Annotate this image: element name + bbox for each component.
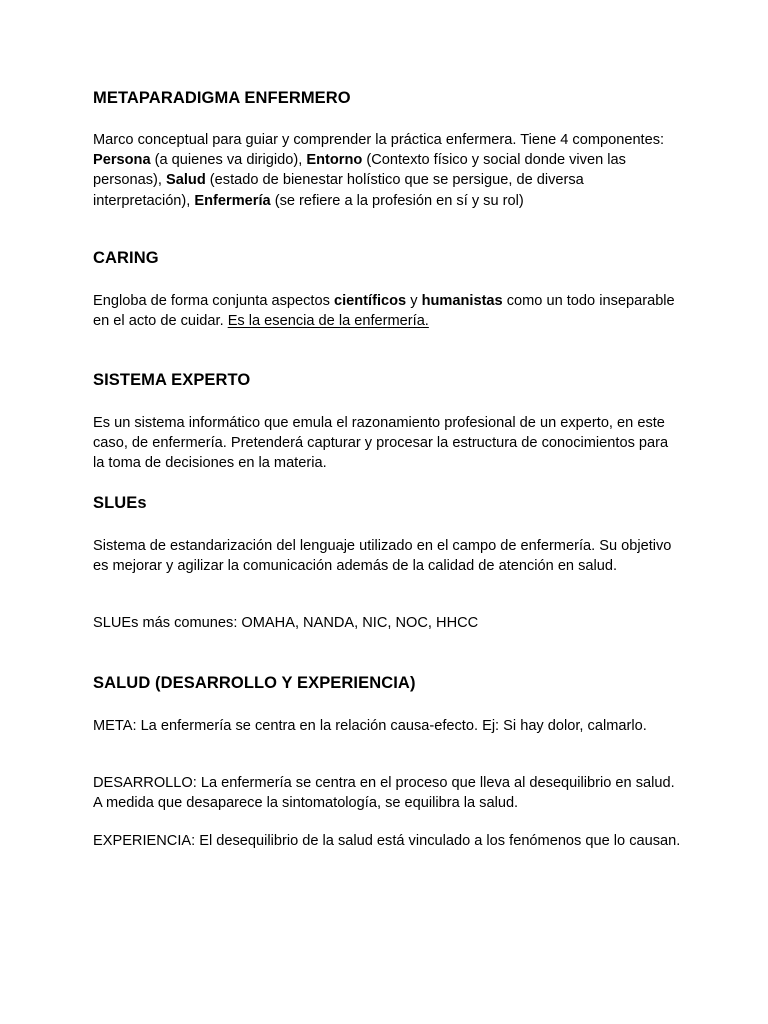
section-paragraph: Sistema de estandarización del lenguaje utilizado en el campo de enfermería. Su objetivo es mejorar y agilizar la comunicación además de la calidad de atención en salud. [93,538,672,575]
section-paragraph: META: La enfermería se centra en la relación causa-efecto. Ej: Si hay dolor, calmarlo. [93,718,647,734]
underlined-emphasis: Es la esencia de la enfermería. [227,313,429,330]
section-paragraph: Es un sistema informático que emula el razonamiento profesional de un experto, en este caso, de enfermería. Pretenderá capturar y procesar la estructura de conocimientos para la toma de decisiones en la materia. [93,415,669,472]
section-heading-metaparadigma: METAPARADIGMA ENFERMERO [93,89,351,107]
section-paragraph: SLUEs más comunes: OMAHA, NANDA, NIC, NOC, HHCC [93,615,479,631]
section-paragraph: DESARROLLO: La enfermería se centra en el proceso que lleva al desequilibrio en salud. A medida que desaparece la sintomatología, se equilibra la salud. [93,775,675,812]
section-paragraph: Marco conceptual para guiar y comprender la práctica enfermera. Tiene 4 componentes: Persona (a quienes va dirigido), Entorno (Contexto físico y social donde viven las personas), Salud (estado de bienestar holístico que se persigue, de diversa interpretación), Enfermería (se refiere a la profesión en sí y su rol) [93,132,665,209]
section-paragraph: EXPERIENCIA: El desequilibrio de la salud está vinculado a los fenómenos que lo causan. [93,833,681,849]
section-heading-sistema-experto: SISTEMA EXPERTO [93,371,251,389]
section-heading-slues: SLUEs [93,494,147,512]
section-heading-salud: SALUD (DESARROLLO Y EXPERIENCIA) [93,674,416,692]
section-paragraph: Engloba de forma conjunta aspectos científicos y humanistas como un todo inseparable en el acto de cuidar. Es la esencia de la enfermería. [93,293,675,330]
section-heading-caring: CARING [93,249,159,267]
